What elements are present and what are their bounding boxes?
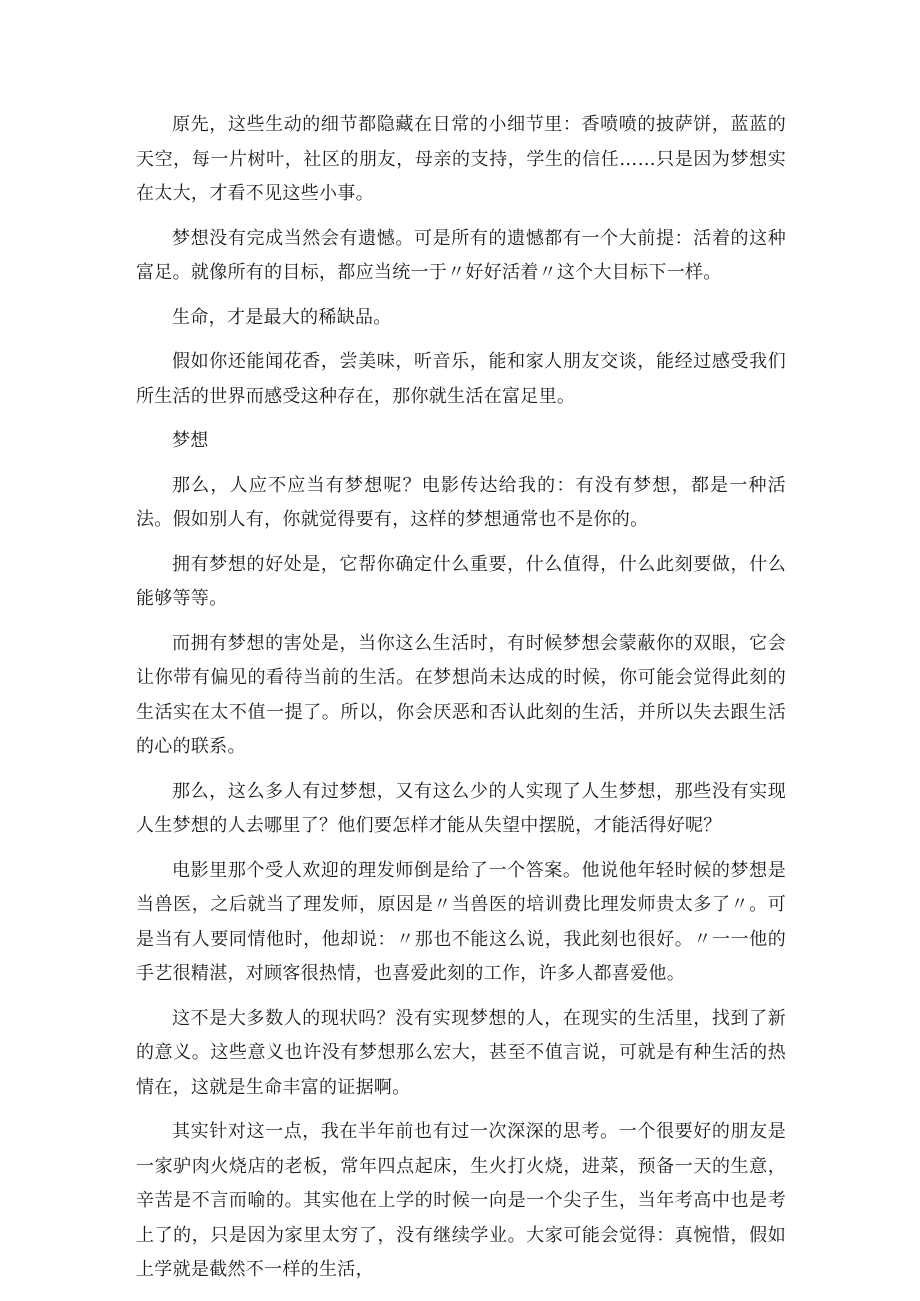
section-heading: 梦想 <box>172 430 209 451</box>
paragraph: 那么，人应不应当有梦想呢？电影传达给我的：有没有梦想，都是一种活法。假如别人有，你就觉得要有，这样的梦想通常也不是你的。 <box>136 474 786 530</box>
paragraph: 拥有梦想的好处是，它帮你确定什么重要，什么值得，什么此刻要做，什么能够等等。 <box>136 553 786 609</box>
paragraph: 其实针对这一点，我在半年前也有过一次深深的思考。一个很要好的朋友是一家驴肉火烧店的老板，常年四点起床，生火打火烧，进菜，预备一天的生意，辛苦是不言而喻的。其实他在上学的时候一向是一个尖子生，当年考高中也是考上了的，只是因为家里太穷了，没有继续学业。大家可能会觉得：真惋惜，假如上学就是截然不一样的生活， <box>136 1121 786 1280</box>
paragraph: 梦想没有完成当然会有遗憾。可是所有的遗憾都有一个大前提：活着的这种富足。就像所有的目标，都应当统一于〃好好活着〃这个大目标下一样。 <box>136 227 786 283</box>
paragraph: 而拥有梦想的害处是，当你这么生活时，有时候梦想会蒙蔽你的双眼，它会让你带有偏见的看待当前的生活。在梦想尚未达成的时候，你可能会觉得此刻的生活实在太不值一提了。所以，你会厌恶和否认此刻的生活，并所以失去跟生活的心的联系。 <box>136 632 786 757</box>
paragraph: 生命，才是最大的稀缺品。 <box>172 306 392 328</box>
paragraph: 电影里那个受人欢迎的理发师倒是给了一个答案。他说他年轻时候的梦想是当兽医，之后就当了理发师，原因是〃当兽医的培训费比理发师贵太多了〃。可是当有人要同情他时，他却说：〃那也不能这么说，我此刻也很好。〃一一他的手艺很精湛，对顾客很热情，也喜爱此刻的工作，许多人都喜爱他。 <box>136 859 786 984</box>
document-body <box>136 108 786 1298</box>
paragraph: 原先，这些生动的细节都隐藏在日常的小细节里：香喷喷的披萨饼，蓝蓝的天空，每一片树叶，社区的朋友，母亲的支持，学生的信任……只是因为梦想实在太大，才看不见这些小事。 <box>136 114 786 204</box>
paragraph: 这不是大多数人的现状吗？没有实现梦想的人，在现实的生活里，找到了新的意义。这些意义也许没有梦想那么宏大，甚至不值言说，可就是有种生活的热情在，这就是生命丰富的证据啊。 <box>136 1007 786 1098</box>
paragraph: 假如你还能闻花香，尝美味，听音乐，能和家人朋友交谈，能经过感受我们所生活的世界而感受这种存在，那你就生活在富足里。 <box>136 351 786 407</box>
paragraph: 那么，这么多人有过梦想，又有这么少的人实现了人生梦想，那些没有实现人生梦想的人去哪里了？他们要怎样才能从失望中摆脱，才能活得好呢？ <box>136 780 786 836</box>
